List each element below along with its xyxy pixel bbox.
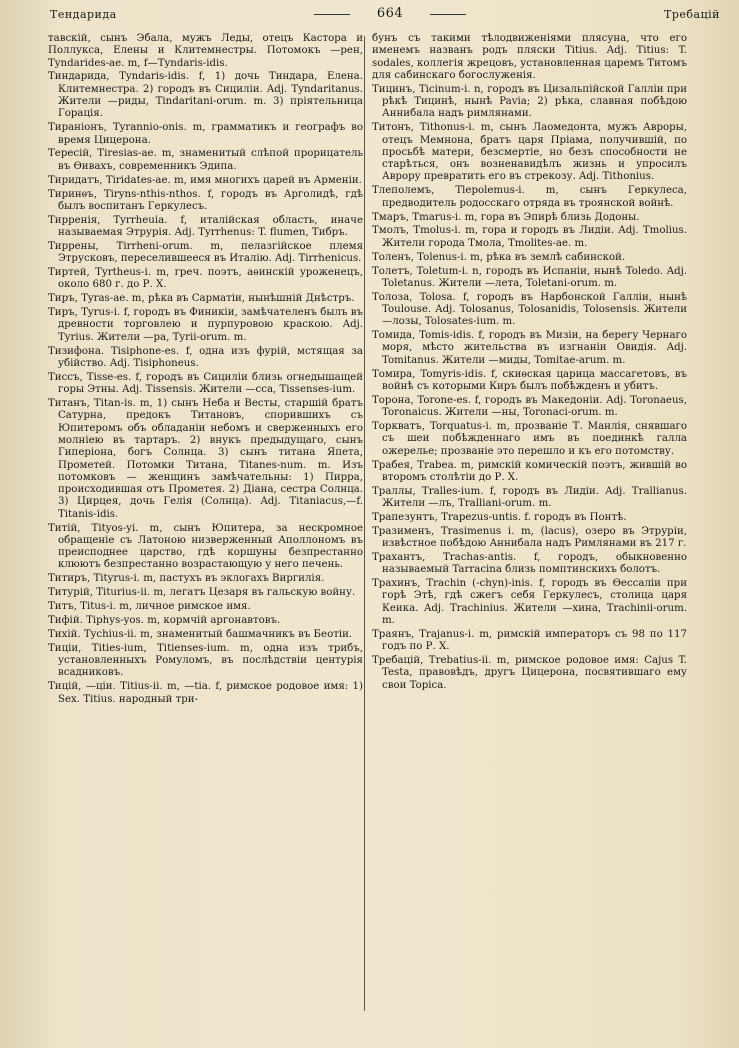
- dictionary-entry: Титанъ, Titan-is. m, 1) сынъ Неба и Весты, старшій братъ Сатурна, предокъ Титановъ, спорившихъ съ Юпитеромъ объ обладаніи небомъ и сверженныхъ его молніею въ тартаръ. 2) внукъ предыдущаго, сынъ Гиперіона, богъ Солнца. 3) сынъ титана Япета, Прометей. Потомки Титана, Titanes-num. m. Изъ потомковъ — женщинъ замѣчательны: 1) Пирра, происходившая отъ Прометея. 2) Діана, сестра Солнца. 3) Цирцея, дочь Гелія (Солнца). Adj. Titaniacus,—f. Titanis-idis.: [48, 398, 363, 520]
- dictionary-entry: Тифій. Tiphys-yos. m, кормчій аргонавтовъ.: [48, 615, 281, 627]
- dictionary-entry: Торкватъ, Torquatus-i. m, прозваніе Т. Манлія, снявшаго съ шеи побѣжденнаго имъ въ поединкѣ галла ожерелье; прозваніе это перешло и къ его потомству.: [372, 421, 687, 457]
- dictionary-entry: тавскій, сынъ Эбала, мужъ Леды, отецъ Кастора и Поллукса, Елены и Клитемнестры. Потомокъ —рен, Tyndarides-ae. m, f—Tyndaris-idis.: [48, 33, 363, 69]
- dictionary-entry: Трапезунтъ, Trapezus-untis. f. городъ въ Понтѣ.: [372, 511, 627, 523]
- dictionary-entry: Торона, Torone-es. f, городъ въ Македоніи. Adj. Toronaeus, Toronaicus. Жители —ны, Toronaci-orum. m.: [372, 394, 687, 419]
- dictionary-entry: бунъ съ такими тѣлодвиженіями плясуна, что его именемъ названъ родъ пляски Titius. Adj. Titius: T. sodales, коллегія жрецовъ, установленная царемъ Титомъ для сабинскаго богослуженія.: [372, 33, 687, 81]
- dictionary-entry: Тиссъ, Tisse-es. f, городъ въ Сициліи близь огнедышащей горы Этны. Adj. Tissensis. Жители —сса, Tissenses-ium.: [48, 371, 363, 396]
- dictionary-entry: Траянъ, Trajanus-i. m, римскій императоръ съ 98 по 117 годъ по Р. Х.: [372, 628, 687, 653]
- dictionary-entry: Тиринѳъ, Tiryns-nthis-nthos. f, городъ въ Арголидѣ, гдѣ былъ воспитанъ Геркулесъ.: [48, 188, 363, 212]
- dictionary-entry: Тересій, Tiresias-ae. m, знаменитый слѣпой прорицатель въ Ѳивахъ, современникъ Эдипа.: [48, 148, 363, 172]
- dictionary-entry: Титонъ, Tithonus-i. m, сынъ Лаомедонта, мужъ Авроры, отецъ Мемнона, братъ царя Пріама, получившій, по просьбѣ матери, безсмертіе, но безъ способности не старѣться, онъ возненавидѣлъ жизнь и упросилъ Аврору превратить его въ стрекозу. Adj. Tithonius.: [372, 122, 687, 183]
- dictionary-entry: Тиръ, Tyras-ae. m, рѣка въ Сарматіи, нынѣшній Днѣстръ.: [48, 293, 355, 305]
- dictionary-entry: Титъ, Titus-i. m, личное римское имя.: [48, 601, 251, 613]
- dictionary-entry: Титій, Tityos-yi. m, сынъ Юпитера, за нескромное обращеніе съ Латоною низверженный Аполлономъ въ преисподнее царство, гдѣ коршуны безпрестанно клюютъ безпрестанно возрастающую у него печень.: [48, 522, 363, 571]
- dictionary-entry: Тирренія, Tyrrheuia. f, италійская область, иначе называемая Этрурія. Adj. Tyrrhenus: T. flumen, Тибръ.: [48, 214, 363, 239]
- dictionary-entry: Титиръ, Tityrus-i. m, пастухъ въ эклогахъ Виргилія.: [48, 573, 325, 585]
- dictionary-entry: Титурій, Titurius-ii. m, легатъ Цезаря въ гальскую войну.: [48, 587, 356, 599]
- dictionary-entry: Тиртей, Tyrtheus-i. m, греч. поэтъ, аѳинскій уроженецъ, около 680 г. до Р. Х.: [48, 267, 363, 291]
- dictionary-entry: Тизифона. Tisiphone-es. f, одна изъ фурій, мстящая за убійство. Adj. Tisiphoneus.: [48, 345, 363, 369]
- dictionary-entry: Толетъ, Toletum-i. n, городъ въ Испаніи, нынѣ Toledo. Adj. Toletanus. Жители —лета, Toletani-orum. m.: [372, 265, 687, 289]
- dictionary-entry: Тираніонъ, Tyrannio-onis. m, грамматикъ и географъ во время Цицерона.: [48, 122, 363, 146]
- header-left-word: Тендарида: [50, 8, 117, 21]
- dictionary-entry: Тмолъ, Tmolus-i. m, гора и городъ въ Лидіи. Adj. Tmolius. Жители города Тмола, Tmolites-ae. m.: [372, 225, 687, 249]
- dictionary-entry: Толенъ, Tolenus-i. m, рѣка въ землѣ сабинской.: [372, 251, 626, 263]
- running-head: [50, 6, 720, 28]
- dictionary-entry: Тиридатъ, Tiridates-ae. m, имя многихъ царей въ Арменіи.: [48, 174, 362, 186]
- dictionary-entry: Тиціи, Tities-ium, Titienses-ium. m, одна изъ трибъ, установленныхъ Ромуломъ, въ послѣдствіи центурія всадниковъ.: [48, 642, 363, 679]
- dictionary-entry: Толоза, Tolosa. f, городъ въ Нарбонской Галліи, нынѣ Toulouse. Adj. Tolosanus, Tolosanidis, Tolosensis. Жители —лозы, Tolosates-ium. m.: [372, 291, 687, 328]
- dictionary-entry: Трабея, Trabea. m, римскій комическій поэтъ, жившій во второмъ столѣтіи до Р. Х.: [372, 459, 687, 483]
- dictionary-entry: Томира, Tomyris-idis. f, скиѳская царица массагетовъ, въ войнѣ съ которыми Киръ былъ побѣжденъ и убитъ.: [372, 368, 687, 392]
- dictionary-entry: Тиррены, Tirrheni-orum. m, пелазгійское племя Этрусковъ, переселившееся въ Италію. Adj. Tirrhenicus.: [48, 240, 363, 265]
- dictionary-entry: Тицинъ, Ticinum-i. n, городъ въ Цизальпійской Галліи при рѣкѣ Тицинѣ, нынѣ Pavia; 2) рѣка, славная побѣдою Аннибала надъ римлянами.: [372, 83, 687, 120]
- right-column: [372, 33, 687, 1033]
- dictionary-entry: Трахинъ, Trachin (-chyn)-inis. f, городъ въ Ѳессаліи при горѣ Этѣ, гдѣ сжегъ себя Геркулесъ, столица царя Кеика. Adj. Trachinius. Жители —хина, Trachinii-orum. m.: [372, 578, 687, 627]
- dictionary-entry: Тихій. Tychius-ii. m, знаменитый башмачникъ въ Беотіи.: [48, 628, 353, 640]
- dictionary-entry: Трахантъ, Trachas-antis. f, городъ, обыкновенно называемый Tarracina близь помптинскихъ болотъ.: [372, 551, 687, 576]
- header-right-word: Требацій: [664, 8, 720, 21]
- dictionary-entry: Требацій, Trebatius-ii. m, римское родовое имя: Cajus T. Testa, правовѣдъ, другъ Цицерона, посвятившаго ему свои Topica.: [372, 655, 687, 691]
- page-number: 664: [310, 6, 470, 21]
- left-column: [48, 33, 363, 1033]
- dictionary-entry: Тразименъ, Trasimenus i. m, (lacus), озеро въ Этруріи, извѣстное побѣдою Аннибала надъ Римлянами въ 217 г.: [372, 525, 687, 550]
- dictionary-entry: Тиръ, Tyrus-i. f, городъ въ Финикіи, замѣчателенъ былъ въ древности торговлею и пурпуровою краскою. Adj. Tyrius. Жители —ра, Tyrii-orum. m.: [48, 307, 363, 343]
- dictionary-entry: Траллы, Tralles-ium. f, городъ въ Лидіи. Adj. Trallianus. Жители —лъ, Tralliani-orum. m.: [372, 485, 687, 509]
- dictionary-entry: Томида, Tomis-idis. f, городъ въ Мизіи, на берегу Чернаго моря, мѣсто жительства въ изгнаніи Овидія. Adj. Tomitanus. Жители —миды, Tomitae-arum. m.: [372, 330, 687, 366]
- dictionary-entry: Тмаръ, Tmarus-i. m, гора въ Эпирѣ близь Додоны.: [372, 211, 640, 223]
- dictionary-entry: Тлеполемъ, Tlepolemus-i. m, сынъ Геркулеса, предводитель родосскаго отряда въ троянской войнѣ.: [372, 185, 687, 209]
- column-divider: [364, 36, 365, 1011]
- dictionary-entry: Тиндарида, Tyndaris-idis. f, 1) дочь Тиндара, Елена. Клитемнестра. 2) городъ въ Сициліи. Adj. Tyndaritanus. Жители —риды, Tindaritani-orum. m. 3) прiятельница Горація.: [48, 71, 363, 120]
- dictionary-entry: Тицій, —ціи. Titius-ii. m, —tia. f, римское родовое имя: 1) Sex. Titius. народный три-: [48, 681, 363, 705]
